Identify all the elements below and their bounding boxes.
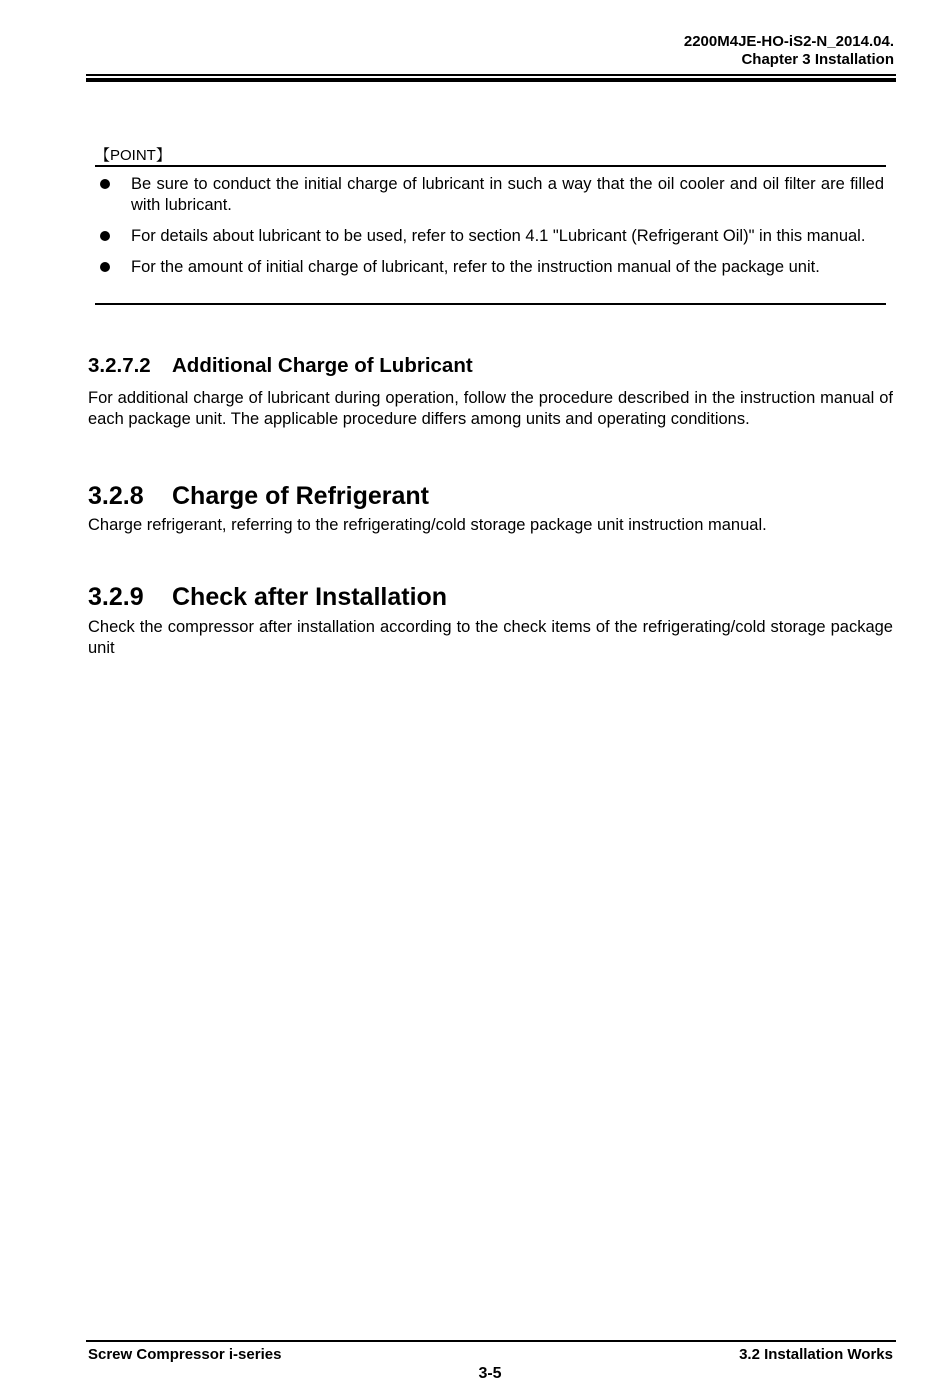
list-item-text: For details about lubricant to be used, refer to section 4.1 "Lubricant (Refrigerant Oil)" in this manual. — [131, 227, 866, 245]
list-item-text: Be sure to conduct the initial charge of lubricant in such a way that the oil cooler and oil filter are filled with lubricant. — [131, 175, 884, 214]
section-body: For additional charge of lubricant during operation, follow the procedure described in the instruction manual of each package unit. The applicable procedure differs among units and operating conditions. — [88, 389, 893, 428]
section-heading-3-2-7-2 — [88, 353, 473, 379]
bullet-icon — [100, 179, 110, 189]
section-body: Check the compressor after installation according to the check items of the refrigerating/cold storage package unit — [88, 618, 893, 657]
header-divider-thick — [86, 78, 896, 82]
list-item — [100, 226, 884, 247]
point-top-divider — [95, 165, 886, 167]
section-heading-3-2-8 — [88, 481, 429, 511]
footer-divider — [86, 1340, 896, 1342]
list-item-text: For the amount of initial charge of lubricant, refer to the instruction manual of the package unit. — [131, 258, 820, 276]
section-title: Check after Installation — [172, 583, 448, 611]
section-number: 3.2.7.2 — [88, 354, 151, 377]
section-title: Additional Charge of Lubricant — [172, 354, 473, 377]
header-divider — [86, 74, 896, 76]
footer-product: Screw Compressor i-series — [88, 1346, 282, 1363]
list-item — [100, 174, 884, 216]
page-header — [86, 33, 894, 69]
section-number: 3.2.8 — [88, 482, 144, 510]
list-item — [100, 257, 884, 278]
section-body: Charge refrigerant, referring to the refrigerating/cold storage package unit instruction manual. — [88, 516, 767, 534]
bullet-icon — [100, 231, 110, 241]
point-list — [100, 174, 884, 288]
footer-section: 3.2 Installation Works — [739, 1346, 893, 1363]
page-number: 3-5 — [478, 1365, 502, 1382]
point-bottom-divider — [95, 303, 886, 305]
doc-code: 2200M4JE-HO-iS2-N_2014.04. — [683, 33, 894, 50]
point-label: 【POINT】 — [95, 147, 171, 164]
section-number: 3.2.9 — [88, 583, 144, 611]
section-heading-3-2-9 — [88, 582, 447, 612]
section-title: Charge of Refrigerant — [172, 482, 429, 510]
chapter-title: Chapter 3 Installation — [741, 51, 894, 68]
bullet-icon — [100, 262, 110, 272]
